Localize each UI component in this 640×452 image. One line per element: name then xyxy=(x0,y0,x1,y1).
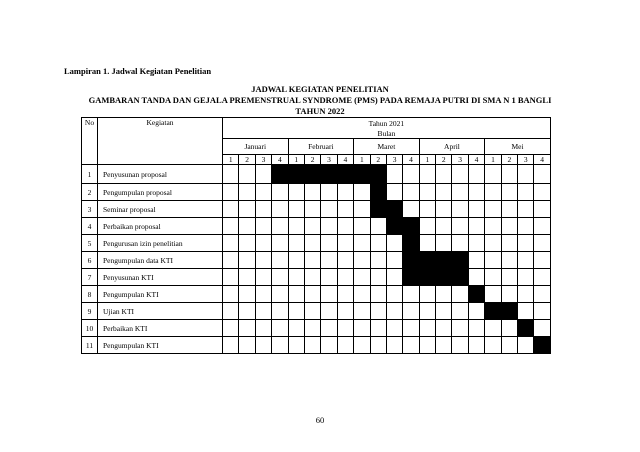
schedule-cell xyxy=(419,165,435,184)
schedule-cell-filled xyxy=(386,201,402,218)
schedule-cell xyxy=(485,320,501,337)
schedule-cell xyxy=(452,218,468,235)
row-number: 9 xyxy=(82,303,98,320)
schedule-cell xyxy=(501,165,517,184)
activity-name: Pengumpulan proposal xyxy=(98,184,223,201)
schedule-cell xyxy=(386,286,402,303)
row-number: 6 xyxy=(82,252,98,269)
research-title: GAMBARAN TANDA DAN GEJALA PREMENSTRUAL SYNDROME (PMS) PADA REMAJA PUTRI DI SMA N 1 BANGLI xyxy=(88,95,552,105)
schedule-cell xyxy=(223,184,239,201)
schedule-cell-filled xyxy=(354,165,370,184)
table-row xyxy=(82,165,551,184)
month-header: Maret xyxy=(354,139,420,155)
schedule-cell xyxy=(239,320,255,337)
schedule-cell-filled xyxy=(419,252,435,269)
schedule-cell xyxy=(386,235,402,252)
week-header: 2 xyxy=(370,155,386,165)
schedule-cell xyxy=(468,337,484,354)
week-header: 3 xyxy=(452,155,468,165)
schedule-cell xyxy=(386,184,402,201)
schedule-cell-filled xyxy=(337,165,353,184)
schedule-cell xyxy=(534,201,550,218)
schedule-cell xyxy=(468,269,484,286)
schedule-cell xyxy=(288,252,304,269)
schedule-cell xyxy=(403,184,419,201)
schedule-cell xyxy=(436,286,452,303)
schedule-cell xyxy=(337,252,353,269)
schedule-cell xyxy=(534,286,550,303)
schedule-cell xyxy=(386,337,402,354)
schedule-cell xyxy=(436,218,452,235)
schedule-cell xyxy=(485,286,501,303)
schedule-cell xyxy=(255,201,271,218)
activity-name: Perbaikan proposal xyxy=(98,218,223,235)
schedule-cell-filled xyxy=(386,218,402,235)
schedule-cell-filled xyxy=(403,235,419,252)
schedule-cell xyxy=(501,337,517,354)
week-header: 3 xyxy=(255,155,271,165)
schedule-cell xyxy=(337,337,353,354)
schedule-cell xyxy=(337,235,353,252)
activity-name: Perbaikan KTI xyxy=(98,320,223,337)
header-row-year xyxy=(82,118,551,129)
schedule-cell xyxy=(288,269,304,286)
schedule-cell xyxy=(223,320,239,337)
schedule-cell-filled xyxy=(403,252,419,269)
row-number: 3 xyxy=(82,201,98,218)
row-number: 4 xyxy=(82,218,98,235)
schedule-cell xyxy=(239,269,255,286)
row-number: 11 xyxy=(82,337,98,354)
week-header: 4 xyxy=(468,155,484,165)
schedule-cell xyxy=(272,320,288,337)
schedule-cell xyxy=(255,252,271,269)
schedule-cell xyxy=(468,201,484,218)
schedule-cell xyxy=(304,320,320,337)
schedule-cell xyxy=(321,184,337,201)
schedule-cell xyxy=(288,286,304,303)
schedule-cell xyxy=(272,252,288,269)
schedule-cell xyxy=(436,184,452,201)
schedule-cell xyxy=(419,337,435,354)
schedule-cell xyxy=(468,184,484,201)
week-header: 3 xyxy=(321,155,337,165)
schedule-cell xyxy=(304,235,320,252)
schedule-cell xyxy=(304,184,320,201)
week-header: 1 xyxy=(354,155,370,165)
schedule-cell xyxy=(485,269,501,286)
schedule-cell xyxy=(370,252,386,269)
week-header: 1 xyxy=(288,155,304,165)
schedule-cell xyxy=(534,184,550,201)
schedule-cell xyxy=(255,303,271,320)
month-header: Februari xyxy=(288,139,354,155)
schedule-cell xyxy=(468,252,484,269)
schedule-cell xyxy=(370,269,386,286)
schedule-cell xyxy=(386,269,402,286)
schedule-cell-filled xyxy=(468,286,484,303)
schedule-cell xyxy=(370,303,386,320)
schedule-cell xyxy=(501,184,517,201)
header-no: No xyxy=(82,118,98,165)
schedule-cell xyxy=(272,218,288,235)
schedule-cell xyxy=(403,303,419,320)
schedule-cell xyxy=(452,235,468,252)
activity-name: Penyusunan KTI xyxy=(98,269,223,286)
schedule-cell xyxy=(436,165,452,184)
schedule-cell xyxy=(354,184,370,201)
schedule-cell xyxy=(288,201,304,218)
schedule-cell xyxy=(223,218,239,235)
schedule-cell xyxy=(403,201,419,218)
schedule-cell xyxy=(518,165,534,184)
schedule-cell xyxy=(288,218,304,235)
schedule-cell xyxy=(255,218,271,235)
schedule-cell xyxy=(501,320,517,337)
schedule-cell xyxy=(239,235,255,252)
week-header: 3 xyxy=(386,155,402,165)
schedule-cell-filled xyxy=(321,165,337,184)
week-header: 1 xyxy=(419,155,435,165)
page-number: 60 xyxy=(315,415,325,425)
schedule-cell xyxy=(255,165,271,184)
schedule-cell xyxy=(272,269,288,286)
header-bulan: Bulan xyxy=(223,129,551,139)
schedule-cell xyxy=(419,201,435,218)
schedule-cell xyxy=(485,337,501,354)
schedule-cell xyxy=(223,269,239,286)
schedule-cell xyxy=(468,218,484,235)
schedule-cell xyxy=(239,252,255,269)
schedule-cell xyxy=(419,235,435,252)
schedule-cell xyxy=(518,252,534,269)
month-header: April xyxy=(419,139,485,155)
schedule-cell xyxy=(518,184,534,201)
activity-name: Penyusunan proposal xyxy=(98,165,223,184)
schedule-cell xyxy=(419,184,435,201)
schedule-cell xyxy=(501,286,517,303)
schedule-cell xyxy=(321,269,337,286)
schedule-cell xyxy=(223,303,239,320)
schedule-cell xyxy=(321,303,337,320)
schedule-cell xyxy=(403,320,419,337)
schedule-cell xyxy=(485,218,501,235)
schedule-cell xyxy=(386,303,402,320)
schedule-cell xyxy=(255,286,271,303)
schedule-cell xyxy=(518,269,534,286)
schedule-cell xyxy=(239,201,255,218)
schedule-title: JADWAL KEGIATAN PENELITIAN xyxy=(251,84,389,94)
schedule-cell-filled xyxy=(288,165,304,184)
schedule-cell xyxy=(501,235,517,252)
schedule-cell xyxy=(518,337,534,354)
schedule-cell-filled xyxy=(452,269,468,286)
schedule-cell xyxy=(518,201,534,218)
schedule-cell xyxy=(403,337,419,354)
schedule-cell xyxy=(304,269,320,286)
schedule-cell xyxy=(354,252,370,269)
schedule-cell-filled xyxy=(370,184,386,201)
schedule-cell xyxy=(304,218,320,235)
row-number: 2 xyxy=(82,184,98,201)
week-header: 4 xyxy=(337,155,353,165)
activity-name: Pengumpulan KTI xyxy=(98,337,223,354)
schedule-cell-filled xyxy=(452,252,468,269)
activity-name: Pengurusan izin penelitian xyxy=(98,235,223,252)
schedule-cell xyxy=(436,337,452,354)
schedule-cell-filled xyxy=(419,269,435,286)
schedule-cell xyxy=(223,201,239,218)
week-header: 4 xyxy=(403,155,419,165)
schedule-cell xyxy=(485,184,501,201)
schedule-cell xyxy=(452,303,468,320)
schedule-cell xyxy=(321,286,337,303)
schedule-cell-filled xyxy=(436,252,452,269)
month-header: Januari xyxy=(223,139,289,155)
schedule-cell xyxy=(354,269,370,286)
schedule-cell xyxy=(419,303,435,320)
schedule-cell xyxy=(534,235,550,252)
schedule-cell xyxy=(255,184,271,201)
schedule-cell xyxy=(436,320,452,337)
table-row xyxy=(82,201,551,218)
schedule-cell xyxy=(304,252,320,269)
table-row xyxy=(82,286,551,303)
schedule-cell xyxy=(288,235,304,252)
schedule-cell xyxy=(534,165,550,184)
schedule-cell xyxy=(288,303,304,320)
schedule-cell-filled xyxy=(304,165,320,184)
table-row xyxy=(82,269,551,286)
schedule-cell xyxy=(436,303,452,320)
schedule-cell-filled xyxy=(370,201,386,218)
schedule-cell xyxy=(223,235,239,252)
schedule-cell-filled xyxy=(403,218,419,235)
schedule-cell xyxy=(452,165,468,184)
schedule-cell xyxy=(501,252,517,269)
schedule-cell xyxy=(534,303,550,320)
schedule-cell xyxy=(288,184,304,201)
schedule-cell xyxy=(501,201,517,218)
schedule-cell xyxy=(386,252,402,269)
row-number: 5 xyxy=(82,235,98,252)
week-header: 3 xyxy=(518,155,534,165)
schedule-cell xyxy=(534,320,550,337)
schedule-cell xyxy=(518,303,534,320)
schedule-cell xyxy=(337,184,353,201)
schedule-cell xyxy=(485,201,501,218)
schedule-cell xyxy=(485,235,501,252)
row-number: 8 xyxy=(82,286,98,303)
schedule-cell xyxy=(501,269,517,286)
activity-name: Ujian KTI xyxy=(98,303,223,320)
schedule-cell xyxy=(337,269,353,286)
schedule-cell xyxy=(255,235,271,252)
schedule-cell xyxy=(452,337,468,354)
schedule-cell xyxy=(272,201,288,218)
schedule-cell xyxy=(304,337,320,354)
schedule-cell xyxy=(321,235,337,252)
schedule-cell xyxy=(354,235,370,252)
schedule-table xyxy=(81,117,551,354)
schedule-cell xyxy=(239,303,255,320)
week-header: 4 xyxy=(272,155,288,165)
schedule-cell xyxy=(518,286,534,303)
schedule-cell xyxy=(255,337,271,354)
schedule-cell xyxy=(419,320,435,337)
schedule-cell xyxy=(304,201,320,218)
schedule-cell xyxy=(321,252,337,269)
schedule-cell xyxy=(370,218,386,235)
schedule-cell-filled xyxy=(518,320,534,337)
appendix-caption: Lampiran 1. Jadwal Kegiatan Penelitian xyxy=(64,66,212,76)
schedule-cell xyxy=(452,184,468,201)
schedule-cell xyxy=(272,286,288,303)
schedule-cell xyxy=(403,286,419,303)
schedule-cell xyxy=(223,252,239,269)
schedule-cell xyxy=(337,286,353,303)
schedule-cell xyxy=(255,320,271,337)
schedule-cell xyxy=(518,218,534,235)
schedule-cell xyxy=(354,303,370,320)
schedule-cell xyxy=(223,337,239,354)
schedule-cell xyxy=(403,165,419,184)
schedule-cell xyxy=(468,320,484,337)
schedule-cell xyxy=(321,320,337,337)
schedule-cell xyxy=(386,165,402,184)
schedule-cell xyxy=(337,201,353,218)
schedule-cell xyxy=(272,184,288,201)
schedule-cell xyxy=(239,286,255,303)
table-row xyxy=(82,320,551,337)
schedule-cell xyxy=(354,218,370,235)
schedule-cell xyxy=(468,235,484,252)
schedule-cell xyxy=(223,286,239,303)
schedule-cell xyxy=(321,218,337,235)
schedule-cell-filled xyxy=(272,165,288,184)
schedule-cell xyxy=(321,201,337,218)
schedule-cell xyxy=(223,165,239,184)
schedule-cell xyxy=(452,201,468,218)
week-header: 2 xyxy=(501,155,517,165)
schedule-cell xyxy=(304,286,320,303)
schedule-cell-filled xyxy=(534,337,550,354)
schedule-cell xyxy=(288,337,304,354)
schedule-cell xyxy=(485,165,501,184)
week-header: 4 xyxy=(534,155,550,165)
schedule-cell xyxy=(354,286,370,303)
table-row xyxy=(82,184,551,201)
schedule-cell xyxy=(419,286,435,303)
schedule-cell-filled xyxy=(485,303,501,320)
schedule-cell xyxy=(239,337,255,354)
table-row xyxy=(82,303,551,320)
schedule-cell xyxy=(534,269,550,286)
week-header: 2 xyxy=(304,155,320,165)
schedule-cell xyxy=(468,165,484,184)
schedule-cell xyxy=(518,235,534,252)
schedule-cell-filled xyxy=(501,303,517,320)
schedule-cell xyxy=(501,218,517,235)
row-number: 10 xyxy=(82,320,98,337)
schedule-cell xyxy=(321,337,337,354)
header-year: Tahun 2021 xyxy=(223,118,551,129)
row-number: 1 xyxy=(82,165,98,184)
schedule-cell xyxy=(239,184,255,201)
schedule-cell xyxy=(370,337,386,354)
schedule-cell xyxy=(452,320,468,337)
schedule-cell-filled xyxy=(370,165,386,184)
activity-name: Seminar proposal xyxy=(98,201,223,218)
row-number: 7 xyxy=(82,269,98,286)
schedule-cell xyxy=(485,252,501,269)
week-header: 1 xyxy=(223,155,239,165)
schedule-cell xyxy=(272,303,288,320)
schedule-cell-filled xyxy=(403,269,419,286)
schedule-cell xyxy=(354,320,370,337)
schedule-cell-filled xyxy=(436,269,452,286)
schedule-cell xyxy=(370,320,386,337)
activity-name: Pengumpulan KTI xyxy=(98,286,223,303)
table-row xyxy=(82,337,551,354)
schedule-cell xyxy=(337,218,353,235)
schedule-cell xyxy=(354,201,370,218)
schedule-cell xyxy=(304,303,320,320)
table-row xyxy=(82,252,551,269)
schedule-cell xyxy=(386,320,402,337)
schedule-cell xyxy=(436,201,452,218)
schedule-cell xyxy=(239,165,255,184)
schedule-cell xyxy=(468,303,484,320)
week-header: 2 xyxy=(436,155,452,165)
schedule-cell xyxy=(288,320,304,337)
schedule-cell xyxy=(337,303,353,320)
month-header: Mei xyxy=(485,139,551,155)
activity-name: Pengumpulan data KTI xyxy=(98,252,223,269)
schedule-cell xyxy=(272,235,288,252)
week-header: 2 xyxy=(239,155,255,165)
year-title: TAHUN 2022 xyxy=(295,106,345,116)
schedule-cell xyxy=(370,235,386,252)
schedule-cell xyxy=(436,235,452,252)
schedule-cell xyxy=(255,269,271,286)
schedule-cell xyxy=(370,286,386,303)
schedule-cell xyxy=(419,218,435,235)
schedule-cell xyxy=(452,286,468,303)
table-row xyxy=(82,235,551,252)
schedule-cell xyxy=(354,337,370,354)
schedule-cell xyxy=(534,218,550,235)
schedule-cell xyxy=(337,320,353,337)
header-activity: Kegiatan xyxy=(98,118,223,165)
schedule-cell xyxy=(239,218,255,235)
schedule-cell xyxy=(534,252,550,269)
table-row xyxy=(82,218,551,235)
schedule-cell xyxy=(272,337,288,354)
week-header: 1 xyxy=(485,155,501,165)
